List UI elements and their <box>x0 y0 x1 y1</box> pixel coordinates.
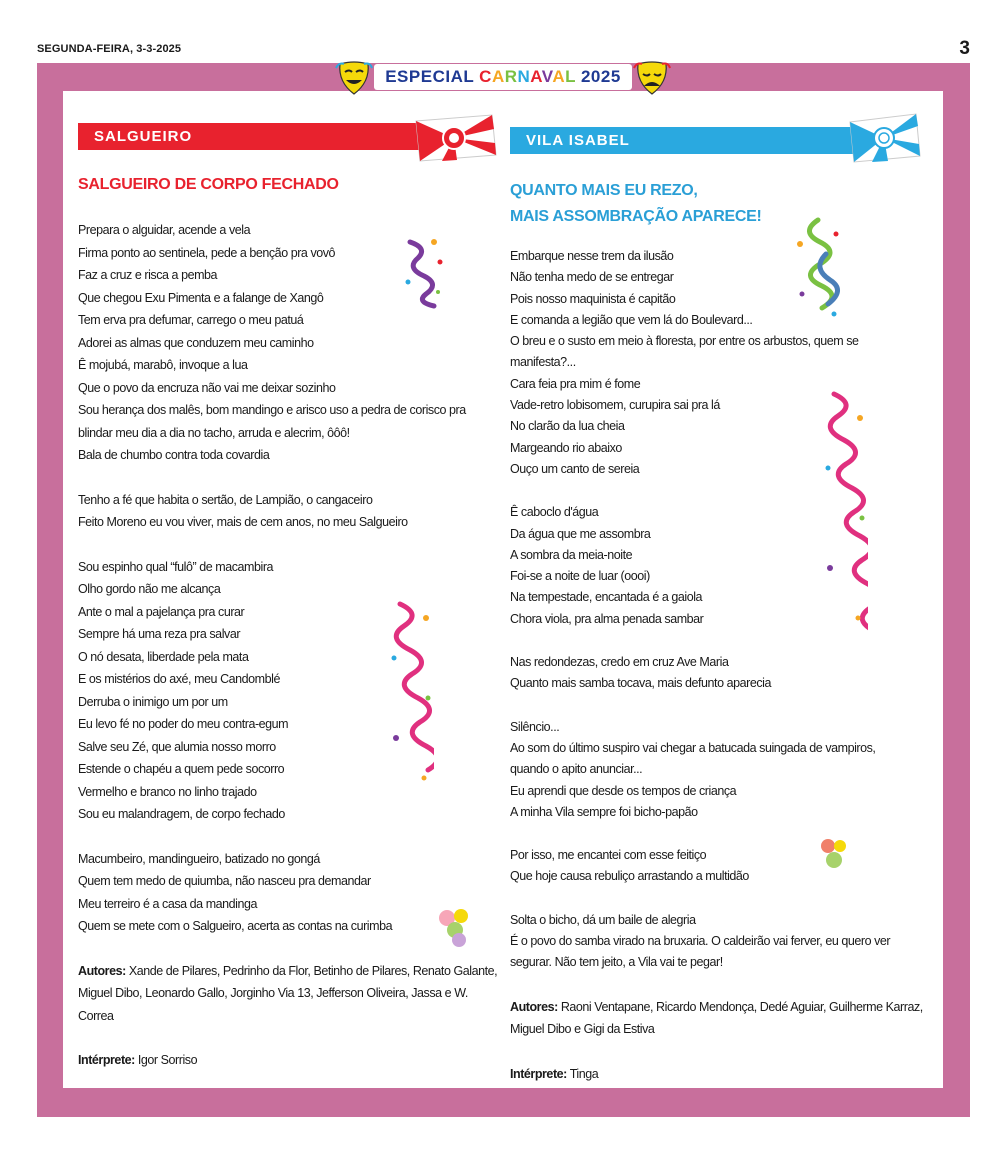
vila-isabel-section-label: VILA ISABEL <box>526 132 630 149</box>
lyric-line: Margeando rio abaixo <box>510 440 622 455</box>
streamer-icon <box>792 214 842 332</box>
lyric-line: Não tenha medo de se entregar <box>510 270 674 285</box>
banner-title-part: A <box>491 67 505 86</box>
banner-title-part: A <box>530 67 542 86</box>
performer-label: Intérprete: <box>510 1066 567 1081</box>
lyric-line: Da água que me assombra <box>510 526 651 541</box>
lyric-line: Quem se mete com o Salgueiro, acerta as contas na curimba <box>78 919 393 933</box>
lyric-line: Cara feia pra mim é fome <box>510 376 641 391</box>
lyric-line: manifesta?... <box>510 355 576 370</box>
authors-credit <box>78 960 498 1028</box>
lyric-line: quando o apito anunciar... <box>510 762 643 777</box>
performer-label: Intérprete: <box>78 1053 135 1067</box>
streamer-icon <box>822 388 868 656</box>
lyric-line: Nas redondezas, credo em cruz Ave Maria <box>510 655 729 670</box>
lyric-line: Pois nosso maquinista é capitão <box>510 291 676 306</box>
lyric-stanza <box>78 556 498 826</box>
streamer-icon <box>388 598 434 796</box>
streamer-icon <box>400 232 448 310</box>
theater-mask-icon <box>632 58 672 98</box>
banner-title-part: R <box>504 67 518 86</box>
lyric-line: Que chegou Exu Pimenta e a falange de Xangô <box>78 290 324 305</box>
lyric-line: Eu aprendi que desde os tempos de criança <box>510 783 737 798</box>
lyric-line: Chora viola, pra alma penada sambar <box>510 611 704 626</box>
lyric-line: Na tempestade, encantada é a gaiola <box>510 590 703 605</box>
lyric-line: Tenho a fé que habita o sertão, de Lampião, o cangaceiro <box>78 492 373 507</box>
lyric-line: Salve seu Zé, que alumia nosso morro <box>78 739 276 754</box>
authors-label: Autores: <box>78 963 126 978</box>
banner-title-part: L <box>565 67 576 86</box>
salgueiro-section-bar <box>78 123 423 150</box>
salgueiro-lyrics <box>78 219 498 1072</box>
lyric-line: Macumbeiro, mandingueiro, batizado no gongá <box>78 851 320 866</box>
lyric-stanza <box>510 845 930 888</box>
lyric-line: Solta o bicho, dá um baile de alegria <box>510 912 696 927</box>
lyric-line: Olho gordo não me alcança <box>78 582 221 596</box>
lyric-line: Sou eu malandragem, de corpo fechado <box>78 807 285 821</box>
lyric-line: E comanda a legião que vem lá do Boulevard... <box>510 312 753 327</box>
lyric-line: Sempre há uma reza pra salvar <box>78 627 241 641</box>
lyric-line: Vade-retro lobisomem, curupira sai pra lá <box>510 398 720 413</box>
lyric-line: Eu levo fé no poder do meu contra-egum <box>78 717 289 731</box>
vila-isabel-title <box>510 178 761 230</box>
page-number: 3 <box>959 38 970 59</box>
lyric-line: Ê mojubá, marabô, invoque a lua <box>78 358 248 372</box>
vila-isabel-title-line: MAIS ASSOMBRAÇÃO APARECE! <box>510 208 762 225</box>
lyric-line: Foi-se a noite de luar (oooi) <box>510 569 650 584</box>
lyric-line: Faz a cruz e risca a pemba <box>78 268 218 282</box>
banner-title-part: A <box>552 67 566 86</box>
authors-credit <box>510 996 930 1041</box>
lyric-line: A minha Vila sempre foi bicho-papão <box>510 804 698 819</box>
lyric-line: Tem erva pra defumar, carrego o meu patuá <box>78 313 304 327</box>
lyric-line: blindar meu dia a dia no tacho, arruda e alecrim, ôôô! <box>78 425 350 440</box>
lyric-line: A sombra da meia-noite <box>510 547 633 562</box>
lyric-line: Firma ponto ao sentinela, pede a benção pra vovô <box>78 245 336 260</box>
salgueiro-section-label: SALGUEIRO <box>94 128 193 145</box>
lyric-line: Sou herança dos malês, bom mandingo e arisco uso a pedra de corisco pra <box>78 403 466 417</box>
lyric-line: Ê caboclo d'água <box>510 505 599 520</box>
theater-mask-icon <box>334 58 374 98</box>
lyric-line: É o povo do samba virado na bruxaria. O caldeirão vai ferver, eu quero ver <box>510 934 891 949</box>
authors-names: Raoni Ventapane, Ricardo Mendonça, Dedé Aguiar, Guilherme Karraz, Miguel Dibo e Gigi da Estiva <box>510 999 923 1037</box>
authors-label: Autores: <box>510 999 558 1014</box>
lyric-line: Prepara o alguidar, acende a vela <box>78 223 251 237</box>
lyric-line: Ao som do último suspiro vai chegar a batucada suingada de vampiros, <box>510 740 876 755</box>
lyric-line: Que o povo da encruza não vai me deixar sozinho <box>78 380 336 395</box>
lyric-line: Quem tem medo de quiumba, não nasceu pra demandar <box>78 874 371 888</box>
lyric-line: E os mistérios do axé, meu Candomblé <box>78 672 280 686</box>
lyric-stanza <box>510 717 930 823</box>
lyric-line: Ouço um canto de sereia <box>510 461 640 476</box>
salgueiro-flag-icon <box>412 113 498 163</box>
performer-credit <box>510 1063 930 1086</box>
vila-isabel-title-line: QUANTO MAIS EU REZO, <box>510 182 698 199</box>
banner-title-part: ESPECIAL <box>385 67 480 86</box>
lyric-line: Bala de chumbo contra toda covardia <box>78 448 270 462</box>
salgueiro-title: SALGUEIRO DE CORPO FECHADO <box>78 176 339 193</box>
lyric-line: Silêncio... <box>510 719 560 734</box>
lyric-line: Ante o mal a pajelança pra curar <box>78 604 245 619</box>
lyric-line: Sou espinho qual “fulô” de macambira <box>78 559 274 574</box>
performer-name: Igor Sorriso <box>137 1053 198 1067</box>
balloon-icon <box>818 836 850 872</box>
banner-title-part: 2025 <box>575 67 621 86</box>
vila-isabel-flag-icon <box>846 112 922 164</box>
banner-title-part: C <box>479 67 492 86</box>
lyric-line: Por isso, me encantei com esse feitiço <box>510 848 707 863</box>
lyric-line: Quanto mais samba tocava, mais defunto aparecia <box>510 676 771 691</box>
lyric-line: O nó desata, liberdade pela mata <box>78 649 249 664</box>
lyric-stanza <box>78 489 498 534</box>
lyric-line: Meu terreiro é a casa da mandinga <box>78 896 258 911</box>
lyric-line: Derruba o inimigo um por um <box>78 694 228 709</box>
lyric-line: segurar. Não tem jeito, a Vila vai te pegar! <box>510 955 723 970</box>
lyric-stanza <box>510 910 930 974</box>
lyric-line: No clarão da lua cheia <box>510 419 625 434</box>
performer-credit <box>78 1049 498 1072</box>
authors-names: Xande de Pilares, Pedrinho da Flor, Betinho de Pilares, Renato Galante, Miguel Dibo, Leonardo Gallo, Jorginho Via 13, Jefferson Oliveira, Jassa e W. Correa <box>78 963 498 1023</box>
special-banner <box>334 58 672 98</box>
banner-title <box>374 64 632 90</box>
performer-name: Tinga <box>569 1066 599 1081</box>
banner-title-part: N <box>517 67 531 86</box>
date-line: SEGUNDA-FEIRA, 3-3-2025 <box>37 43 182 55</box>
lyric-stanza <box>510 652 930 695</box>
lyric-line: Que hoje causa rebuliço arrastando a multidão <box>510 869 749 884</box>
lyric-line: Adorei as almas que conduzem meu caminho <box>78 335 314 350</box>
lyric-line: Embarque nesse trem da ilusão <box>510 249 674 263</box>
lyric-line: Estende o chapéu a quem pede socorro <box>78 762 285 776</box>
vila-isabel-lyrics <box>510 246 930 1085</box>
lyric-line: Feito Moreno eu vou viver, mais de cem anos, no meu Salgueiro <box>78 515 408 529</box>
balloon-icon <box>437 906 473 948</box>
lyric-line: Vermelho e branco no linho trajado <box>78 784 257 799</box>
banner-title-part: V <box>541 67 553 86</box>
lyric-line: O breu e o susto em meio à floresta, por entre os arbustos, quem se <box>510 334 859 349</box>
vila-isabel-section-bar <box>510 127 855 154</box>
lyric-stanza <box>78 848 498 938</box>
